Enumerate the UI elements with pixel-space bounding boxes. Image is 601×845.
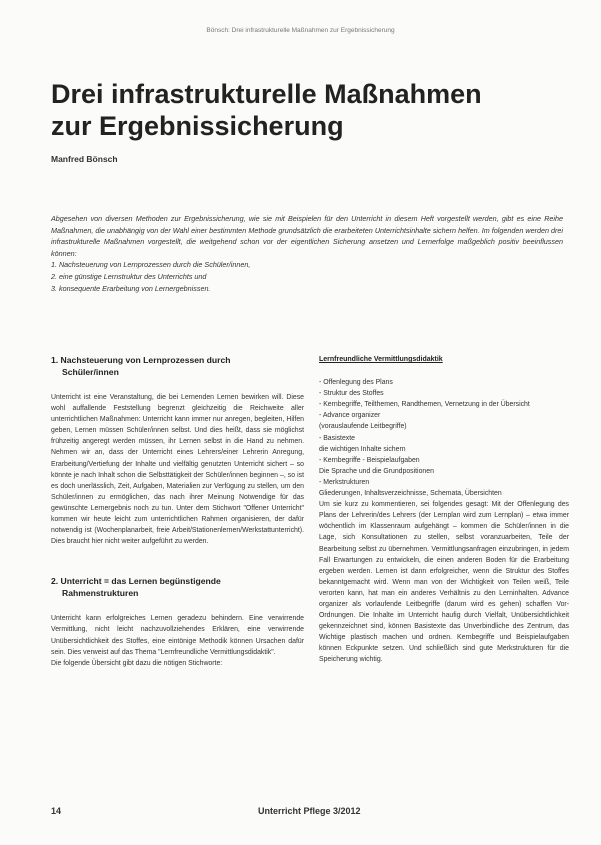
section-1-body: Unterricht ist eine Veranstaltung, die bei Lernenden Lernen bewirken will. Diese wohl auffallende Feststellung begrenzt gleichzeitig die Reichweite aller unterrichtlichen Maßnahmen: Unterricht kann immer nur anregen, begleiten, Hilfen geben, Lernen müssen Schüler/innen selbst. Und dies heißt, dass sie möglichst frühzeitig angeregt werden müssen, ihr Lernen selbst in die Hand zu nehmen. Nehmen wir an, dass der Unterricht eines Lehrers/einer Lehrerin Anregung, Erarbeitung/Vertiefung der Inhalte und vielfältig genutzten Unterricht sichert – so könnte je nach Inhalt schon die Selbsttätigkeit der Schüler/innen beginnen –, so ist es doch unerlässlich, Zeit, Aufgaben, Materialien zur Verfügung zu stellen, um den Schüler/innen zu ermöglichen, das nach ihrer Meinung Notwendige für das gewünschte Lernergebnis noch zu tun. Unter dem Stichwort "Offener Unterricht" kommen wir heute leicht zum unterrichtlichen Rahmen organisieren, der dafür notwendig ist (Wochenplanarbeit, freie Arbeit/Stationenlernen/Werkstattunterricht). Dies braucht hier nicht weiter aufgeführt zu werden. (51, 394, 304, 546)
abstract-text: Abgesehen von diversen Methoden zur Ergebnissicherung, wie sie mit Beispielen für den Unterricht in diesem Heft vorgestellt werden, gibt es eine Reihe Maßnahmen, die unabhängig von der Wahl einer bestimmten Methode grundsätzlich die erarbeiteten Unterrichtsinhalte sichern helfen. Im folgenden werden drei infrastrukturelle Maßnahmen vorgestellt, die weitgehend schon vor der eigentlichen Sicherung ansetzen und Lernerfolge maßgeblich positiv beeinflussen können: (51, 214, 563, 258)
didactics-commentary: Um sie kurz zu kommentieren, sei folgendes gesagt: Mit der Offenlegung des Plans der Lehrerin/des Lehrers (der Lernplan wird zum Lernplan) – etwa immer wöchentlich im Klassenraum aufgehängt – kommen die Schüler/innen in die Lage, sich Konsultationen zu stellen, selbst voranzuarbeiten, Teile der Bearbeitung selbst zu übernehmen. Vermittlungsanfragen einzubringen, in jedem Fall Erwartungen zu entwickeln, die einen anderen Boden für die Erarbeitung ergeben werden. Lernen ist dann erfolgreicher, wenn die Struktur des Stoffes bekanntgemacht wird. Wenn man von der Wichtigkeit von Teilen weiß, Teile verorten kann, hat man ein anderes Verhältnis zu den Lerninhalten. Advance organizer als vorlaufende Leitbegriffe (darum wird es gehen) schaffen Vor-Ordnungen. Die Inhalte im Unterricht haufig durch Vielfalt, Unübersichtlichkeit gekennzeichnet sind, können Basistexte das Unverbindliche des Zentrum, das Wichtige plastisch machen und ordnen. Kernbegriffe und Beispielaufgaben können Eckpunkte setzen. Und schließlich sind gute Merkstrukturen für die Speicherung wichtig. (319, 501, 569, 664)
running-head: Bönsch: Drei infrastrukturelle Maßnahmen zur Ergebnissicherung (206, 27, 395, 34)
section-2-tail: Die folgende Übersicht gibt dazu die nötigen Stichworte: (51, 659, 223, 667)
section-2-heading-line-1: 2. Unterricht = das Lernen begünstigende (51, 576, 221, 587)
didactics-heading: Lernfreundliche Vermittlungsdidaktik (319, 356, 443, 363)
abstract-item: 3. konsequente Erarbeitung von Lernergebnissen. (51, 283, 211, 293)
left-column (51, 354, 304, 669)
right-column (319, 354, 569, 666)
section-2-body: Unterricht kann erfolgreiches Lernen geradezu behindern. Eine verwirrende Vermittlung, nicht leicht nachzuvollziehendes Erklären, eine verwirrende Unübersichtlichkeit des Stoffes, eine eintönige Methodik können Ursachen dafür sein. Dies verweist auf das Thema "Lernfreundliche Vermittlungsdidaktik". (51, 615, 304, 656)
section-2-heading (51, 575, 304, 599)
author: Manfred Bönsch (51, 154, 118, 164)
title-line-2: zur Ergebnissicherung (51, 111, 344, 141)
didactics-item: - Struktur des Stoffes (319, 390, 384, 398)
didactics-item: Die Sprache und die Grundpositionen (319, 467, 434, 475)
didactics-item: - Merkstrukturen (319, 478, 370, 486)
didactics-item: - Advance organizer (319, 412, 381, 420)
section-1-heading-line-2: Schüler/innen (62, 367, 119, 377)
didactics-item: (vorauslaufende Leitbegriffe) (319, 423, 407, 431)
title-line-1: Drei infrastrukturelle Maßnahmen (51, 79, 482, 109)
didactics-item: - Basistexte (319, 434, 355, 442)
didactics-item: die wichtigen Inhalte sichern (319, 445, 406, 453)
didactics-list (319, 377, 569, 499)
abstract-list (51, 259, 563, 294)
didactics-item: Gliederungen, Inhaltsverzeichnisse, Schemata, Übersichten (319, 490, 502, 498)
didactics-item: - Kernbegriffe, Teilthemen, Randthemen, Vernetzung in der Übersicht (319, 401, 530, 409)
abstract-item: 1. Nachsteuerung von Lernprozessen durch die Schüler/innen, (51, 260, 251, 270)
article-title (51, 78, 571, 142)
abstract-item: 2. eine günstige Lernstruktur des Unterrichts und (51, 271, 207, 281)
journal-footer: Unterricht Pflege 3/2012 (258, 806, 361, 816)
section-1-heading (51, 354, 304, 378)
didactics-item: - Offenlegung des Plans (319, 379, 393, 387)
section-2-heading-line-2: Rahmenstrukturen (62, 588, 139, 599)
abstract (51, 213, 563, 294)
page-number: 14 (51, 806, 62, 816)
section-1-heading-line-1: 1. Nachsteuerung von Lernprozessen durch (51, 355, 231, 365)
didactics-item: - Kernbegriffe - Beispielaufgaben (319, 456, 420, 464)
